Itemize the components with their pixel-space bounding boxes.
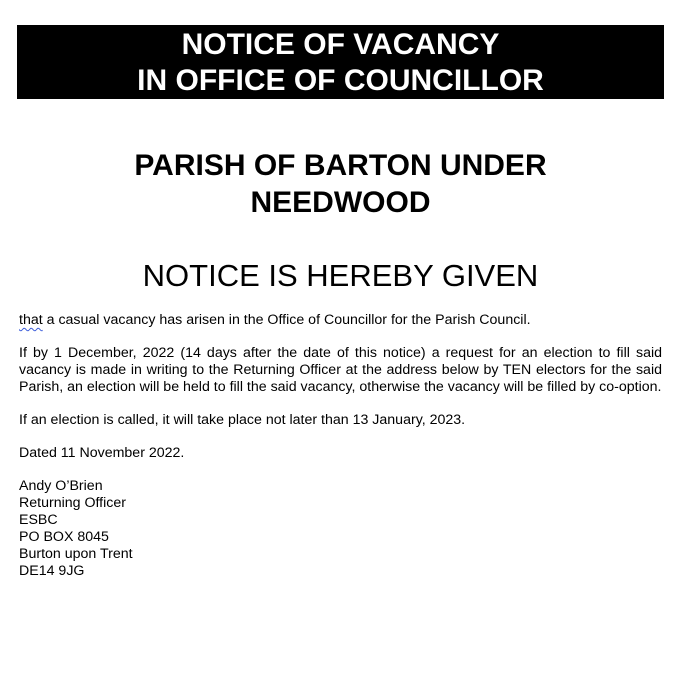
paragraph-vacancy-text: a casual vacancy has arisen in the Office of Councillor for the Parish Council. xyxy=(42,312,531,328)
notice-body xyxy=(19,312,662,580)
notice-heading: NOTICE IS HEREBY GIVEN xyxy=(142,258,539,293)
paragraph-election-date: If an election is called, it will take place not later than 13 January, 2023. xyxy=(19,412,466,428)
signatory-role: Returning Officer xyxy=(19,495,126,511)
spellcheck-word: that xyxy=(19,312,43,328)
paragraph-dated: Dated 11 November 2022. xyxy=(19,445,185,461)
paragraph-election-request: If by 1 December, 2022 (14 days after the date of this notice) a request for an election to fill said vacancy is made in writing to the Returning Officer at the address below by TEN electors for the said Parish, an election will be held to fill the said vacancy, otherwise the vacancy will be filled by co-option. xyxy=(19,345,662,395)
parish-heading-line-1: PARISH OF BARTON UNDER xyxy=(134,149,547,182)
address-town: Burton upon Trent xyxy=(19,546,133,562)
address-postcode: DE14 9JG xyxy=(19,563,85,579)
signature-block xyxy=(19,478,662,580)
address-org: ESBC xyxy=(19,512,58,528)
parish-heading xyxy=(17,147,664,221)
parish-heading-line-2: NEEDWOOD xyxy=(250,186,431,219)
signatory-name: Andy O’Brien xyxy=(19,478,103,494)
paragraph-vacancy xyxy=(19,312,662,329)
notice-banner xyxy=(17,25,664,99)
address-po-box: PO BOX 8045 xyxy=(19,529,109,545)
banner-title-line-2: IN OFFICE OF COUNCILLOR xyxy=(137,64,544,97)
banner-title-line-1: NOTICE OF VACANCY xyxy=(181,28,500,61)
